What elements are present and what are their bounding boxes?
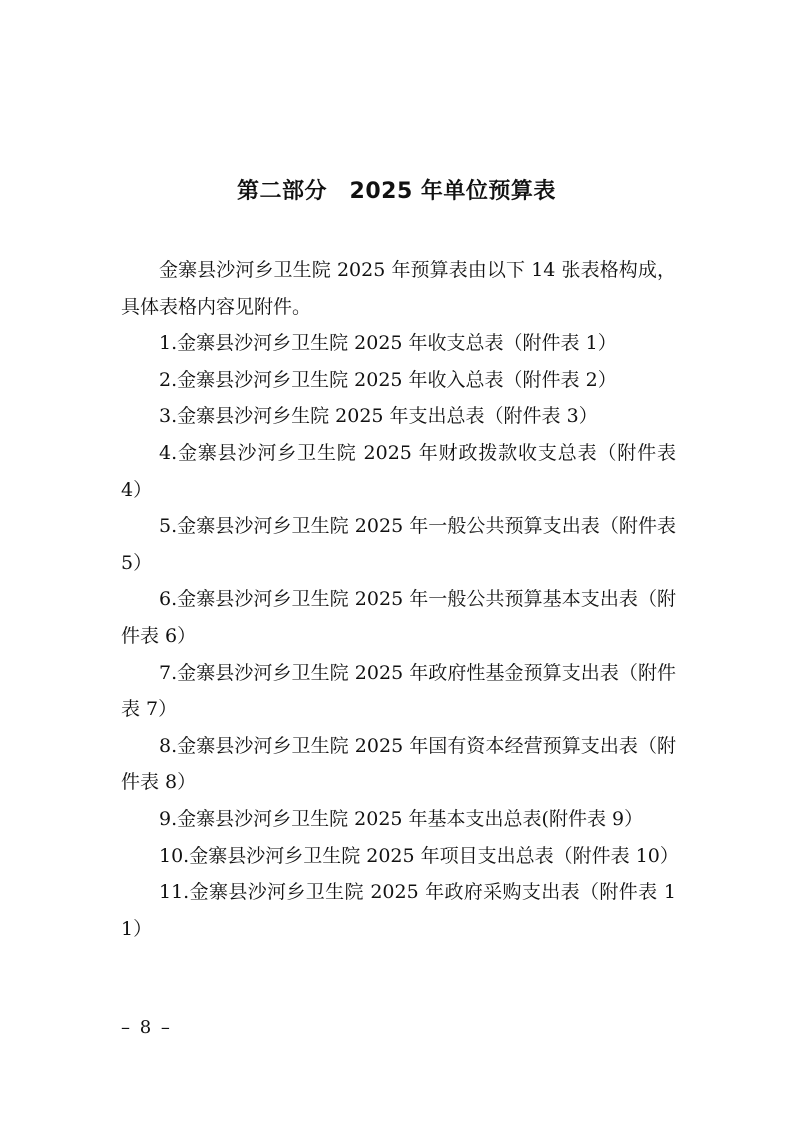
list-item-1: 1.金寨县沙河乡卫生院 2025 年收支总表（附件表 1） <box>159 332 617 355</box>
list-item-8: 8.金寨县沙河乡卫生院 2025 年国有资本经营预算支出表（附件表 8） <box>121 734 676 794</box>
list-item-2: 2.金寨县沙河乡卫生院 2025 年收入总表（附件表 2） <box>159 368 617 391</box>
list-item-4: 4.金寨县沙河乡卫生院 2025 年财政拨款收支总表（附件表 4） <box>121 441 676 501</box>
list-item-7: 7.金寨县沙河乡卫生院 2025 年政府性基金预算支出表（附件表 7） <box>121 661 676 721</box>
page-title: 第二部分 2025 年单位预算表 <box>237 179 556 204</box>
list-item-11: 11.金寨县沙河乡卫生院 2025 年政府采购支出表（附件表 11） <box>121 881 676 940</box>
list-item-5: 5.金寨县沙河乡卫生院 2025 年一般公共预算支出表（附件表 5） <box>121 515 676 574</box>
page-number: – 8 – <box>121 1017 172 1038</box>
list-item-9: 9.金寨县沙河乡卫生院 2025 年基本支出总表(附件表 9） <box>159 807 644 830</box>
list-item-10: 10.金寨县沙河乡卫生院 2025 年项目支出总表（附件表 10） <box>159 844 679 867</box>
list-item-3: 3.金寨县沙河乡生院 2025 年支出总表（附件表 3） <box>159 405 598 428</box>
intro-paragraph: 金寨县沙河乡卫生院 2025 年预算表由以下 14 张表格构成，具体表格内容见附件。 <box>121 259 676 318</box>
document-body <box>121 252 679 947</box>
list-item-6: 6.金寨县沙河乡卫生院 2025 年一般公共预算基本支出表（附件表 6） <box>121 588 676 647</box>
